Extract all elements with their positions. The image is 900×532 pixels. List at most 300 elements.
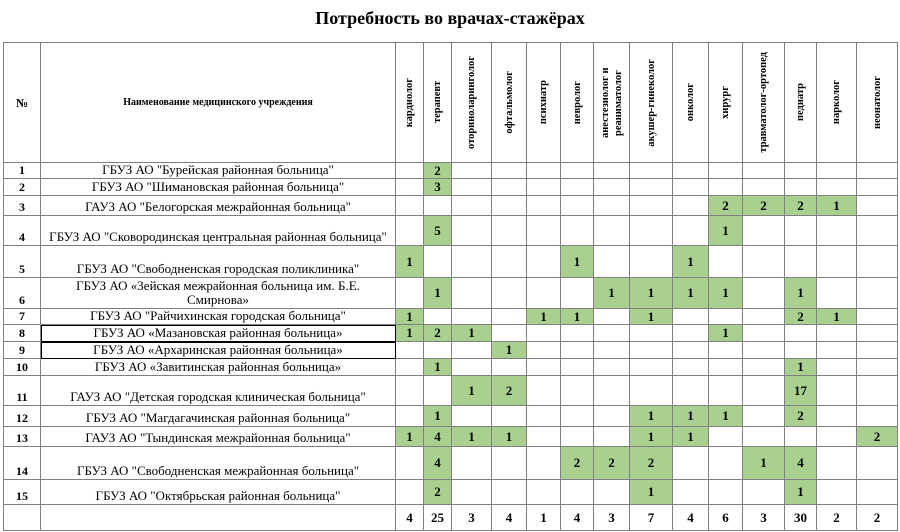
header-specialty	[630, 43, 673, 163]
institution-name	[41, 325, 396, 342]
value-cell: 2	[492, 376, 527, 406]
value-cell: 2	[857, 427, 898, 447]
table-row	[4, 427, 898, 447]
value-cell: 1	[673, 278, 709, 309]
value-cell	[561, 406, 594, 427]
value-cell: 1	[630, 278, 673, 309]
total-cell: 6	[709, 505, 743, 531]
page-title: Потребность во врачах-стажёрах	[315, 8, 585, 28]
value-cell	[561, 278, 594, 309]
value-cell: 1	[630, 480, 673, 505]
value-cell	[857, 406, 898, 427]
value-cell	[492, 179, 527, 196]
value-cell	[527, 480, 561, 505]
value-cell	[594, 196, 630, 216]
header-specialty	[492, 43, 527, 163]
value-cell	[743, 480, 785, 505]
value-cell	[424, 342, 452, 359]
value-cell	[817, 447, 857, 480]
institution-name	[41, 342, 396, 359]
value-cell	[817, 163, 857, 179]
institution-name	[41, 278, 396, 309]
institution-name	[41, 216, 396, 246]
table-row	[4, 342, 898, 359]
value-cell	[452, 406, 492, 427]
institution-name-text: ГАУЗ АО "Белогорская межрайонная больница"	[85, 199, 351, 214]
value-cell	[817, 342, 857, 359]
value-cell	[561, 480, 594, 505]
row-number: 10	[4, 359, 41, 376]
total-cell: 3	[452, 505, 492, 531]
row-number: 8	[4, 325, 41, 342]
table-row	[4, 406, 898, 427]
value-cell	[396, 216, 424, 246]
value-cell	[673, 196, 709, 216]
value-cell: 2	[424, 325, 452, 342]
value-cell: 1	[785, 278, 817, 309]
specialty-label: анестезиолог и реаниматолог	[599, 67, 624, 138]
value-cell: 1	[673, 246, 709, 278]
institution-name	[41, 196, 396, 216]
value-cell	[452, 359, 492, 376]
value-cell: 1	[396, 427, 424, 447]
row-number: 11	[4, 376, 41, 406]
value-cell	[673, 163, 709, 179]
value-cell: 1	[561, 309, 594, 325]
value-cell	[857, 163, 898, 179]
value-cell: 4	[424, 447, 452, 480]
value-cell	[492, 325, 527, 342]
value-cell: 2	[785, 196, 817, 216]
row-number: 1	[4, 163, 41, 179]
table-row	[4, 447, 898, 480]
value-cell	[673, 447, 709, 480]
value-cell	[594, 342, 630, 359]
value-cell: 1	[709, 278, 743, 309]
institution-name-text: ГБУЗ АО "Свободненская городская поликлиника"	[76, 261, 360, 276]
value-cell: 1	[527, 309, 561, 325]
institution-name-text: ГБУЗ АО «Мазановская районная больница»	[93, 325, 343, 340]
header-specialty	[709, 43, 743, 163]
value-cell: 1	[396, 325, 424, 342]
value-cell: 1	[785, 359, 817, 376]
institution-name-text: ГАУЗ АО "Тындинская межрайонная больница"	[85, 430, 351, 445]
table-row	[4, 325, 898, 342]
value-cell	[743, 216, 785, 246]
value-cell	[785, 342, 817, 359]
value-cell	[709, 427, 743, 447]
value-cell	[709, 376, 743, 406]
value-cell: 1	[709, 216, 743, 246]
value-cell	[594, 325, 630, 342]
value-cell	[396, 480, 424, 505]
value-cell	[452, 447, 492, 480]
value-cell	[709, 309, 743, 325]
value-cell	[785, 216, 817, 246]
specialty-label: психиатр	[538, 80, 549, 125]
specialty-label: терапевт	[432, 81, 443, 124]
institution-name	[41, 309, 396, 325]
value-cell	[785, 179, 817, 196]
value-cell	[817, 427, 857, 447]
value-cell	[709, 447, 743, 480]
value-cell	[817, 179, 857, 196]
institution-name	[41, 179, 396, 196]
value-cell: 2	[785, 406, 817, 427]
total-cell: 3	[594, 505, 630, 531]
value-cell: 1	[424, 359, 452, 376]
value-cell: 2	[424, 480, 452, 505]
total-cell: 25	[424, 505, 452, 531]
value-cell	[817, 480, 857, 505]
value-cell	[527, 179, 561, 196]
table-header	[4, 43, 898, 163]
value-cell	[594, 480, 630, 505]
value-cell: 1	[396, 246, 424, 278]
value-cell	[527, 163, 561, 179]
institution-name-text: ГБУЗ АО "Магдагачинская районная больница"	[85, 410, 351, 425]
value-cell	[594, 179, 630, 196]
value-cell	[492, 163, 527, 179]
value-cell: 4	[785, 447, 817, 480]
header-row	[4, 43, 898, 163]
header-specialty	[527, 43, 561, 163]
value-cell	[527, 342, 561, 359]
value-cell	[673, 376, 709, 406]
value-cell	[527, 325, 561, 342]
institution-name	[41, 246, 396, 278]
value-cell	[709, 359, 743, 376]
value-cell	[594, 359, 630, 376]
total-cell: 7	[630, 505, 673, 531]
table-row	[4, 179, 898, 196]
value-cell	[452, 480, 492, 505]
institution-name	[41, 406, 396, 427]
header-specialty	[452, 43, 492, 163]
value-cell	[857, 325, 898, 342]
institution-name-text: ГБУЗ АО «Зейская межрайонная больница им. Б.Е. Смирнова»	[76, 278, 360, 307]
row-number: 5	[4, 246, 41, 278]
value-cell	[396, 359, 424, 376]
table-row	[4, 278, 898, 309]
specialty-label: кардиолог	[404, 77, 415, 128]
totals-name-cell	[41, 505, 396, 531]
value-cell	[857, 179, 898, 196]
value-cell	[857, 480, 898, 505]
value-cell	[630, 325, 673, 342]
table-body	[4, 163, 898, 531]
totals-number-cell	[4, 505, 41, 531]
value-cell: 1	[492, 342, 527, 359]
institution-name	[41, 359, 396, 376]
value-cell: 1	[709, 406, 743, 427]
value-cell	[857, 216, 898, 246]
institution-name-text: ГБУЗ АО "Свободненская межрайонная больница"	[76, 463, 360, 478]
row-number: 4	[4, 216, 41, 246]
row-number: 15	[4, 480, 41, 505]
table-row	[4, 246, 898, 278]
table-row	[4, 376, 898, 406]
table-row	[4, 196, 898, 216]
value-cell: 1	[452, 427, 492, 447]
institution-name-text: ГБУЗ АО "Сковородинская центральная районная больница"	[49, 229, 387, 244]
value-cell	[492, 406, 527, 427]
value-cell	[594, 309, 630, 325]
value-cell	[785, 246, 817, 278]
value-cell	[594, 246, 630, 278]
value-cell	[527, 359, 561, 376]
table-row	[4, 359, 898, 376]
value-cell	[673, 480, 709, 505]
value-cell	[492, 309, 527, 325]
value-cell: 1	[492, 427, 527, 447]
value-cell	[561, 325, 594, 342]
value-cell	[709, 179, 743, 196]
total-cell: 4	[396, 505, 424, 531]
row-number: 12	[4, 406, 41, 427]
value-cell	[492, 216, 527, 246]
total-cell: 2	[857, 505, 898, 531]
header-specialty	[561, 43, 594, 163]
value-cell: 2	[709, 196, 743, 216]
value-cell	[594, 216, 630, 246]
value-cell	[630, 376, 673, 406]
value-cell	[561, 359, 594, 376]
value-cell	[594, 163, 630, 179]
value-cell	[709, 342, 743, 359]
value-cell	[785, 325, 817, 342]
value-cell: 2	[785, 309, 817, 325]
value-cell	[561, 427, 594, 447]
value-cell: 1	[630, 309, 673, 325]
value-cell: 1	[452, 325, 492, 342]
value-cell	[527, 406, 561, 427]
value-cell: 2	[743, 196, 785, 216]
value-cell	[817, 376, 857, 406]
value-cell	[594, 376, 630, 406]
header-specialty	[396, 43, 424, 163]
header-specialty	[817, 43, 857, 163]
value-cell	[743, 427, 785, 447]
total-cell: 3	[743, 505, 785, 531]
value-cell: 1	[452, 376, 492, 406]
value-cell	[396, 406, 424, 427]
value-cell	[396, 376, 424, 406]
specialty-label: хирург	[720, 86, 731, 119]
value-cell	[396, 163, 424, 179]
value-cell	[709, 480, 743, 505]
header-specialty	[424, 43, 452, 163]
institution-name	[41, 427, 396, 447]
value-cell: 1	[630, 406, 673, 427]
total-cell: 4	[492, 505, 527, 531]
specialty-label: неонатолог	[871, 75, 883, 130]
value-cell	[452, 309, 492, 325]
total-cell: 4	[561, 505, 594, 531]
value-cell	[673, 342, 709, 359]
value-cell	[857, 246, 898, 278]
value-cell	[743, 342, 785, 359]
header-number: №	[4, 43, 41, 163]
total-cell: 30	[785, 505, 817, 531]
value-cell	[743, 278, 785, 309]
value-cell	[673, 359, 709, 376]
value-cell: 2	[561, 447, 594, 480]
value-cell	[817, 359, 857, 376]
institution-name	[41, 163, 396, 179]
total-cell: 2	[817, 505, 857, 531]
value-cell	[452, 216, 492, 246]
value-cell	[424, 309, 452, 325]
value-cell	[743, 179, 785, 196]
institution-name-text: ГАУЗ АО "Детская городская клиническая больница"	[70, 389, 366, 404]
total-cell: 4	[673, 505, 709, 531]
value-cell	[673, 216, 709, 246]
value-cell	[492, 196, 527, 216]
value-cell: 4	[424, 427, 452, 447]
institution-name	[41, 480, 396, 505]
value-cell	[709, 163, 743, 179]
value-cell	[785, 163, 817, 179]
row-number: 2	[4, 179, 41, 196]
value-cell	[630, 163, 673, 179]
value-cell	[452, 278, 492, 309]
row-number: 14	[4, 447, 41, 480]
value-cell	[492, 246, 527, 278]
value-cell	[857, 309, 898, 325]
table-row	[4, 309, 898, 325]
value-cell	[527, 278, 561, 309]
value-cell	[561, 196, 594, 216]
value-cell	[527, 216, 561, 246]
header-specialty	[857, 43, 898, 163]
value-cell: 1	[709, 325, 743, 342]
value-cell	[743, 309, 785, 325]
value-cell	[709, 246, 743, 278]
value-cell	[630, 196, 673, 216]
value-cell	[561, 179, 594, 196]
value-cell	[452, 246, 492, 278]
value-cell	[673, 309, 709, 325]
value-cell	[527, 246, 561, 278]
header-institution: Наименование медицинского учреждения	[41, 43, 396, 163]
row-number: 9	[4, 342, 41, 359]
institution-name-text: ГБУЗ АО «Архаринская районная больница»	[93, 342, 343, 357]
value-cell: 1	[817, 309, 857, 325]
value-cell	[561, 216, 594, 246]
value-cell	[561, 163, 594, 179]
value-cell	[492, 278, 527, 309]
value-cell: 1	[424, 278, 452, 309]
value-cell	[857, 196, 898, 216]
value-cell: 1	[673, 406, 709, 427]
header-specialty	[594, 43, 630, 163]
value-cell	[857, 342, 898, 359]
value-cell	[396, 196, 424, 216]
value-cell: 1	[785, 480, 817, 505]
value-cell	[817, 406, 857, 427]
value-cell: 1	[743, 447, 785, 480]
value-cell: 1	[630, 427, 673, 447]
value-cell	[817, 278, 857, 309]
specialty-label: оториноларинголог	[466, 55, 477, 150]
row-number: 3	[4, 196, 41, 216]
value-cell	[527, 447, 561, 480]
specialty-label: травматолог-ортопед	[758, 52, 769, 153]
value-cell	[630, 342, 673, 359]
value-cell	[396, 278, 424, 309]
value-cell	[396, 179, 424, 196]
value-cell	[492, 359, 527, 376]
institution-name	[41, 447, 396, 480]
value-cell	[424, 246, 452, 278]
value-cell: 1	[673, 427, 709, 447]
specialty-label: акушер-гинеколог	[645, 58, 657, 147]
value-cell: 17	[785, 376, 817, 406]
value-cell: 2	[630, 447, 673, 480]
value-cell	[630, 179, 673, 196]
value-cell	[561, 342, 594, 359]
table-row	[4, 480, 898, 505]
specialty-label: онколог	[685, 83, 696, 122]
institution-name-text: ГБУЗ АО "Шимановская районная больница"	[91, 179, 345, 194]
value-cell	[673, 325, 709, 342]
value-cell	[857, 359, 898, 376]
value-cell	[743, 359, 785, 376]
value-cell	[817, 216, 857, 246]
value-cell	[396, 342, 424, 359]
value-cell	[857, 447, 898, 480]
value-cell	[492, 447, 527, 480]
value-cell	[857, 278, 898, 309]
value-cell	[492, 480, 527, 505]
institution-name-text: ГБУЗ АО «Завитинская районная больница»	[94, 359, 342, 374]
value-cell	[743, 246, 785, 278]
header-specialty	[673, 43, 709, 163]
value-cell	[817, 246, 857, 278]
value-cell	[452, 342, 492, 359]
value-cell	[561, 376, 594, 406]
value-cell	[630, 359, 673, 376]
value-cell	[527, 427, 561, 447]
value-cell	[594, 427, 630, 447]
specialty-label: невролог	[571, 80, 583, 125]
value-cell	[743, 325, 785, 342]
value-cell: 1	[424, 406, 452, 427]
value-cell	[424, 376, 452, 406]
value-cell: 2	[424, 163, 452, 179]
value-cell: 1	[594, 278, 630, 309]
value-cell	[630, 216, 673, 246]
value-cell	[452, 163, 492, 179]
value-cell	[424, 196, 452, 216]
specialty-label: нарколог	[831, 80, 842, 125]
interns-demand-table	[3, 42, 898, 531]
value-cell: 1	[817, 196, 857, 216]
totals-row	[4, 505, 898, 531]
value-cell	[673, 179, 709, 196]
total-cell: 1	[527, 505, 561, 531]
institution-name-text: ГБУЗ АО "Октябрьская районная больница"	[95, 488, 341, 503]
value-cell	[857, 376, 898, 406]
header-specialty	[785, 43, 817, 163]
value-cell	[527, 196, 561, 216]
row-number: 7	[4, 309, 41, 325]
row-number: 6	[4, 278, 41, 309]
value-cell	[743, 163, 785, 179]
value-cell	[743, 406, 785, 427]
value-cell: 3	[424, 179, 452, 196]
